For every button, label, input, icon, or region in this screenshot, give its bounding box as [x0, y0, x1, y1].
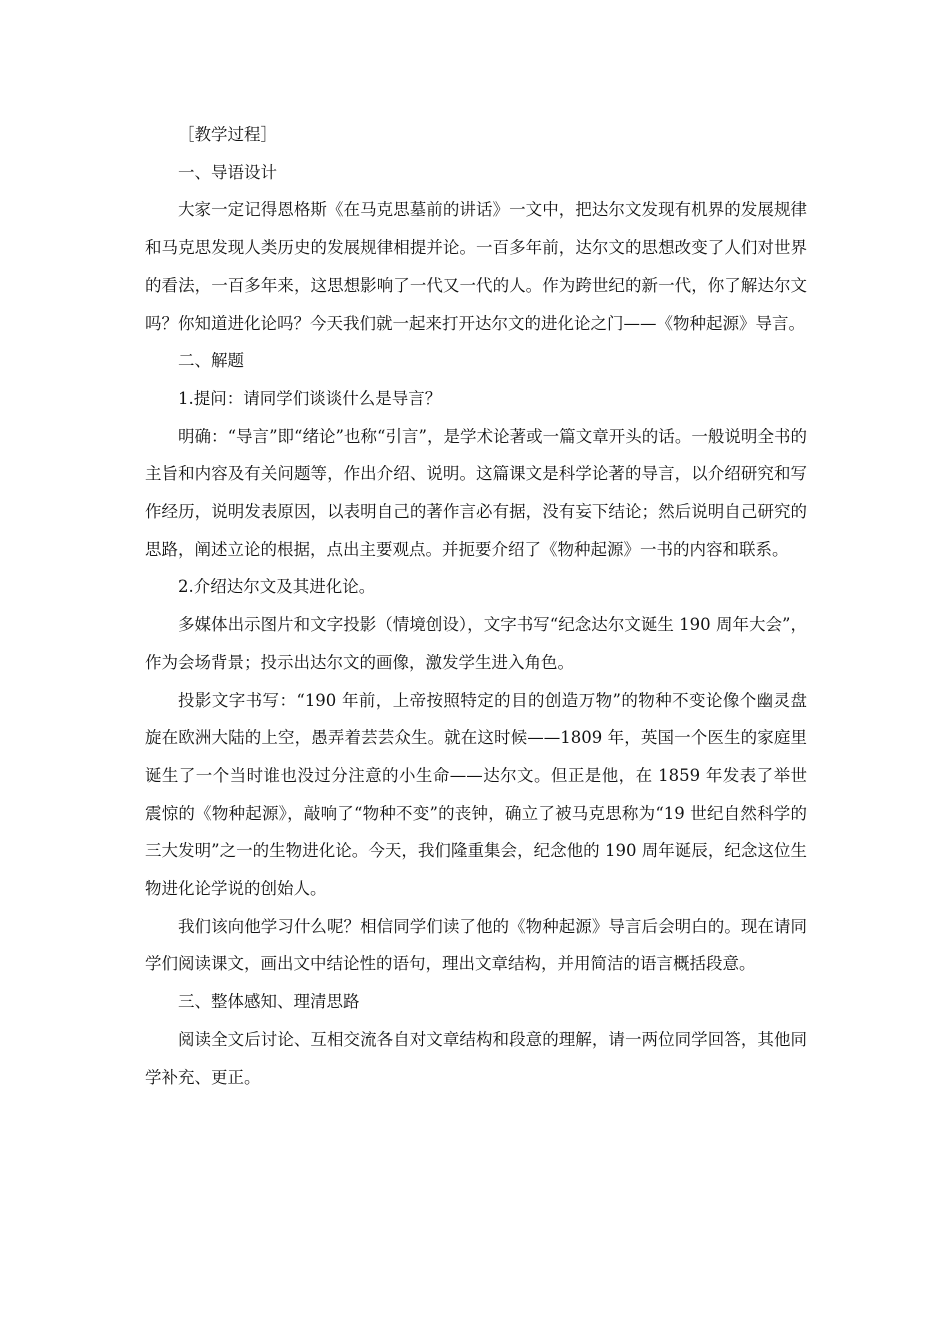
paragraph-intro: 大家一定记得恩格斯《在马克思墓前的讲话》一文中，把达尔文发现有机界的发展规律和马克思发现人类历史的发展规律相提并论。一百多年前，达尔文的思想改变了人们对世界的看法，一百多年来，这思想影响了一代又一代的人。作为跨世纪的新一代，你了解达尔文吗？你知道进化论吗？今天我们就一起来打开达尔文的进化论之门——《物种起源》导言。 [145, 200, 807, 333]
paragraph-what-to-learn: 我们该向他学习什么呢？相信同学们读了他的《物种起源》导言后会明白的。现在请同学们阅读课文，画出文中结论性的语句，理出文章结构，并用简洁的语言概括段意。 [145, 916, 807, 974]
heading-intro-design: 一、导语设计 [178, 162, 277, 182]
heading-overall-perception: 三、整体感知、理清思路 [178, 992, 360, 1012]
document-body [145, 116, 807, 1096]
paragraph-multimedia: 多媒体出示图片和文字投影（情境创设），文字书写“纪念达尔文诞生 190 周年大会”，作为会场背景；投示出达尔文的画像，激发学生进入角色。 [145, 615, 807, 672]
section-label-teaching-process: ［教学过程］ [178, 125, 277, 144]
question-what-is-introduction: 1.提问：请同学们谈谈什么是导言？ [178, 388, 442, 408]
paragraph-projection-text: 投影文字书写：“190 年前，上帝按照特定的目的创造万物”的物种不变论像个幽灵盘旋在欧洲大陆的上空，愚弄着芸芸众生。就在这时候——1809 年，英国一个医生的家庭里诞生了一个当时谁也没过分注意的小生命——达尔文。但正是他，在 1859 年发表了举世震惊的《物种起源》，敲响了“物种不变”的丧钟，确立了被马克思称为“19 世纪自然科学的三大发明”之一的生物进化论。今天，我们隆重集会，纪念他的 190 周年诞辰，纪念这位生物进化论学说的创始人。 [145, 690, 807, 899]
paragraph-clarification: 明确：“导言”即“绪论”也称“引言”，是学术论著或一篇文章开头的话。一般说明全书的主旨和内容及有关问题等，作出介绍、说明。这篇课文是科学论著的导言，以介绍研究和写作经历，说明发表原因，以表明自己的著作言必有据，没有妄下结论；然后说明自己研究的思路，阐述立论的根据，点出主要观点。并扼要介绍了《物种起源》一书的内容和联系。 [145, 426, 807, 559]
item-introduce-darwin: 2.介绍达尔文及其进化论。 [178, 577, 376, 597]
paragraph-discussion: 阅读全文后讨论、互相交流各自对文章结构和段意的理解，请一两位同学回答，其他同学补充、更正。 [145, 1029, 807, 1087]
heading-title-explanation: 二、解题 [178, 351, 244, 371]
